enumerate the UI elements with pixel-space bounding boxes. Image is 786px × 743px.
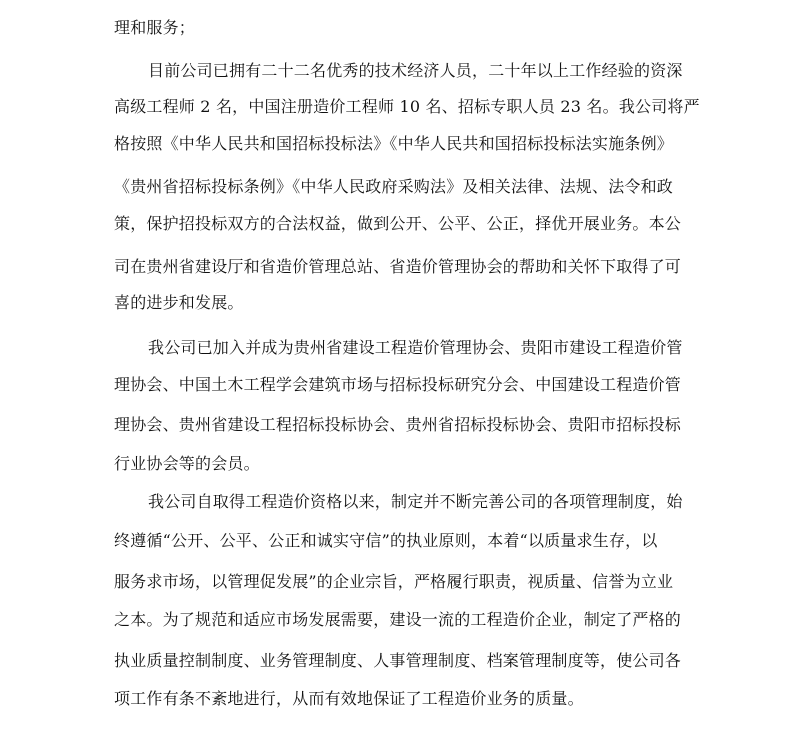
text-line-2: 目前公司已拥有二十二名优秀的技术经济人员，二十年以上工作经验的资深	[148, 61, 683, 80]
text-line-13: 我公司自取得工程造价资格以来，制定并不断完善公司的各项管理制度，始	[148, 492, 683, 511]
text-line-10: 理协会、中国土木工程学会建筑市场与招标投标研究分会、中国建设工程造价管	[114, 375, 682, 394]
text-line-9: 我公司已加入并成为贵州省建设工程造价管理协会、贵阳市建设工程造价管	[148, 338, 683, 357]
text-line-4: 格按照《中华人民共和国招标投标法》《中华人民共和国招标投标法实施条例》	[114, 134, 674, 153]
text-line-11: 理协会、贵州省建设工程招标投标协会、贵州省招标投标协会、贵阳市招标投标	[114, 415, 682, 434]
text-line-8: 喜的进步和发展。	[114, 293, 244, 312]
text-line-12: 行业协会等的会员。	[114, 454, 260, 473]
text-line-15: 服务求市场，以管理促发展”的企业宗旨，严格履行职责，视质量、信誉为立业	[114, 572, 674, 591]
text-line-16: 之本。为了规范和适应市场发展需要，建设一流的工程造价企业，制定了严格的	[114, 610, 682, 629]
text-line-18: 项工作有条不紊地进行，从而有效地保证了工程造价业务的质量。	[114, 689, 584, 708]
text-line-1: 理和服务；	[114, 18, 196, 37]
text-line-5: 《贵州省招标投标条例》《中华人民政府采购法》及相关法律、法规、法令和政	[114, 177, 674, 196]
text-line-3: 高级工程师 2 名，中国注册造价工程师 10 名、招标专职人员 23 名。我公司将严	[114, 97, 700, 116]
text-line-7: 司在贵州省建设厅和省造价管理总站、省造价管理协会的帮助和关怀下取得了可	[114, 257, 682, 276]
text-line-17: 执业质量控制制度、业务管理制度、人事管理制度、档案管理制度等，使公司各	[114, 651, 682, 670]
text-line-14: 终遵循“公开、公平、公正和诚实守信”的执业原则，本着“以质量求生存，以	[114, 531, 658, 550]
text-line-6: 策，保护招投标双方的合法权益，做到公开、公平、公正，择优开展业务。本公	[114, 214, 682, 233]
